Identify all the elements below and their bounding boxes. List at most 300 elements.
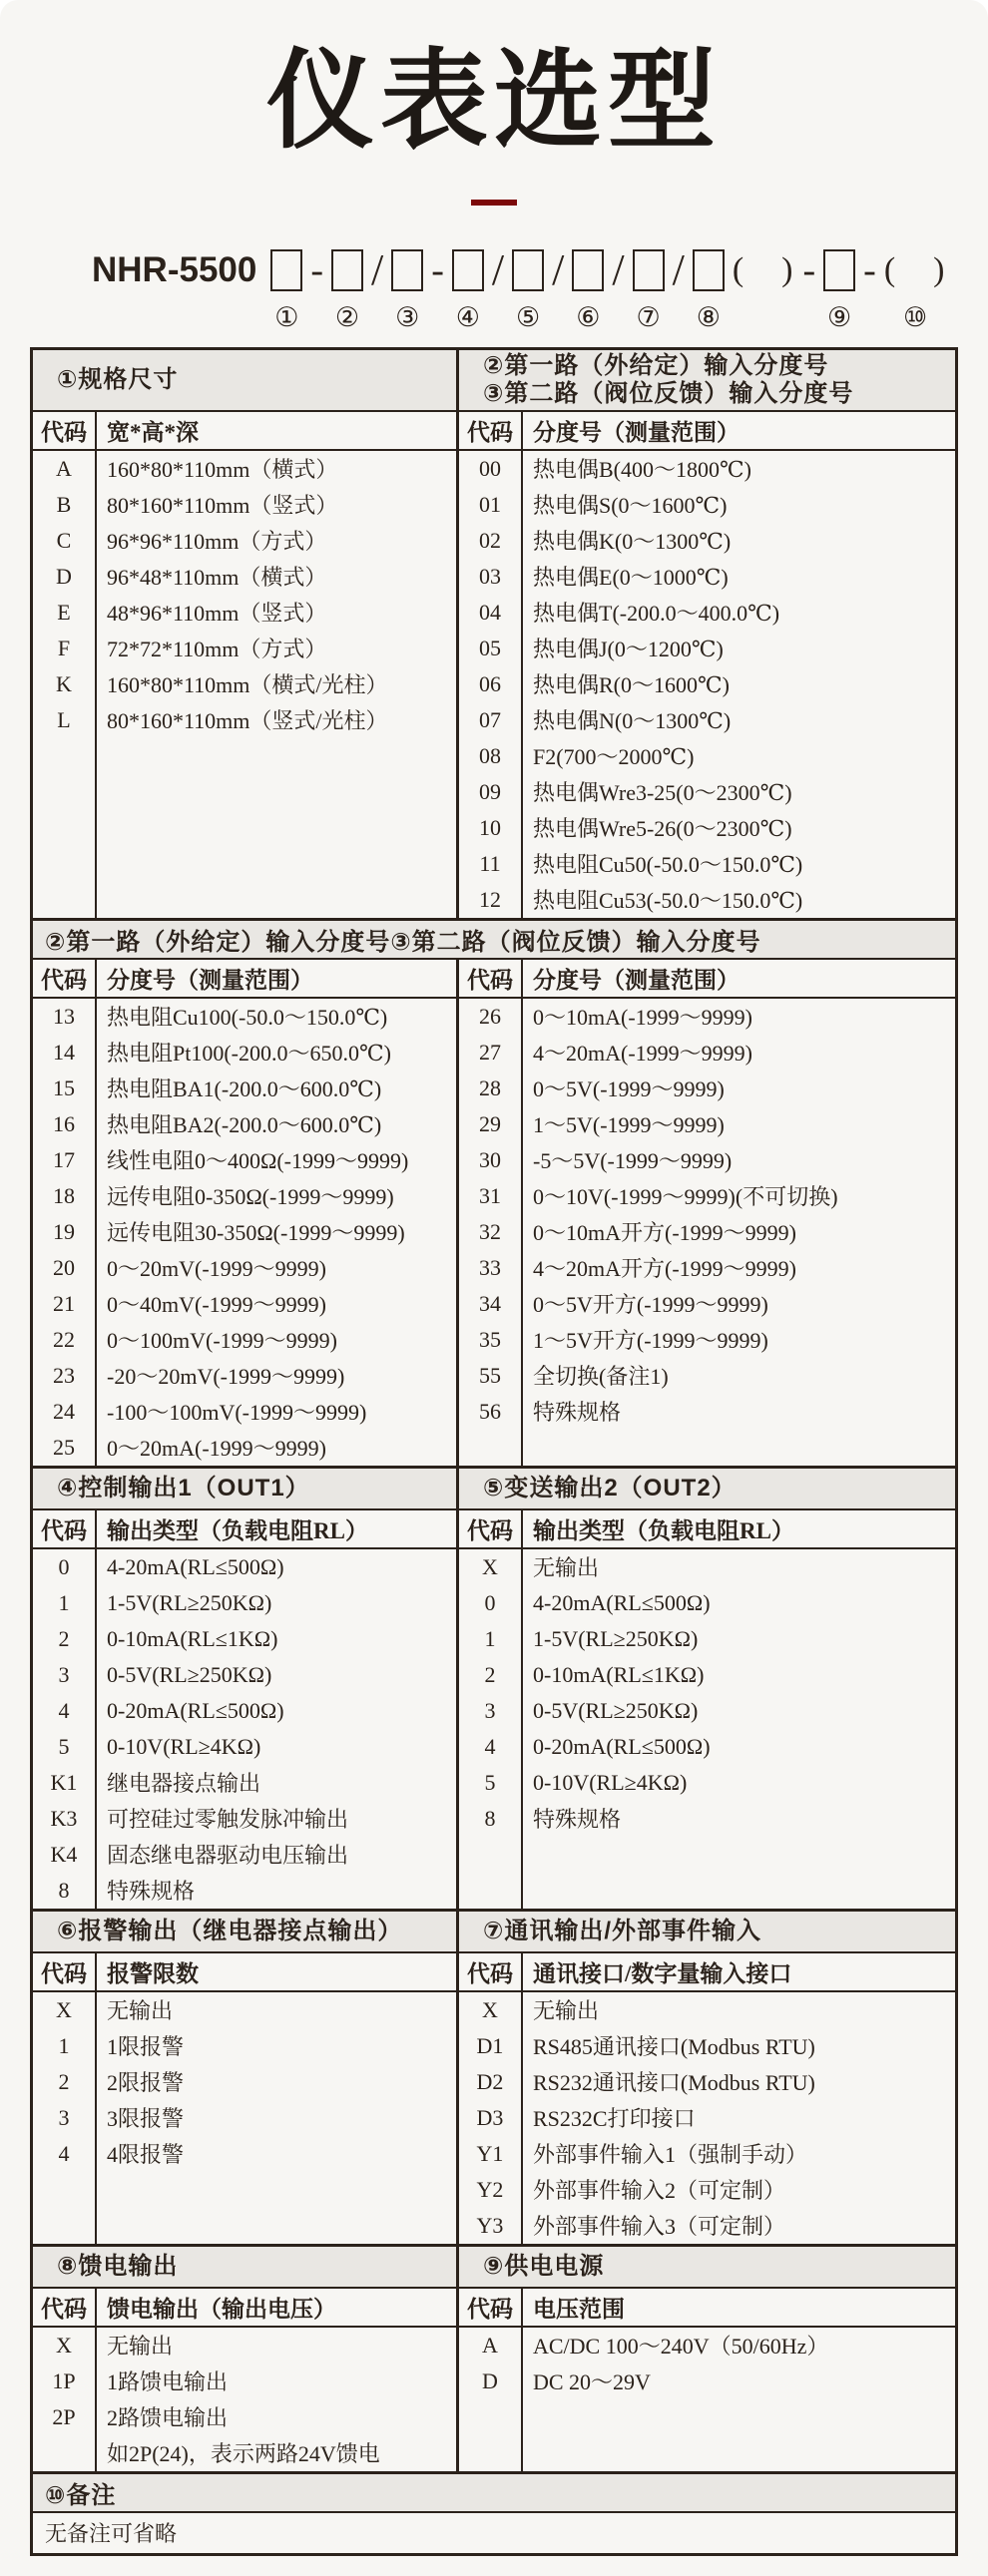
- code-column-label: 代码: [459, 412, 523, 449]
- rows-comm-event: [459, 1992, 955, 2244]
- blank-code-box-wrap: [452, 245, 484, 295]
- table-row: [33, 2136, 456, 2172]
- code-column-label: 代码: [33, 412, 97, 449]
- section-control-output1: [33, 1469, 459, 1909]
- table-row: [33, 702, 456, 738]
- model-text: -: [802, 248, 816, 291]
- row-desc: F2(700～2000℃): [533, 744, 695, 770]
- model-separator: [673, 245, 685, 333]
- row-desc: 如2P(24)，表示两路24V馈电: [107, 2441, 380, 2467]
- row-code: 0: [484, 1589, 496, 1615]
- row-code: 3: [58, 2104, 70, 2130]
- section-header: [33, 1912, 456, 1953]
- table-row: [33, 1250, 456, 1286]
- circled-position-number: ③: [395, 301, 420, 332]
- rows-control-output1: [33, 1549, 456, 1909]
- row-desc: 热电阻Pt100(-200.0～650.0℃): [107, 1041, 391, 1067]
- table-row: [33, 2328, 456, 2363]
- table-row: [459, 1657, 955, 1693]
- row-code: 2P: [52, 2403, 76, 2429]
- row-desc: 0～40mV(-1999～9999): [107, 1292, 326, 1318]
- row-code: 8: [58, 1877, 70, 1903]
- circled-position-number: ⑦: [636, 301, 661, 332]
- blank-code-box: [452, 249, 484, 291]
- model-text: /: [371, 245, 384, 295]
- row-code: 1: [484, 1625, 496, 1651]
- code-column-label: 代码: [459, 960, 523, 997]
- row-desc: 无输出: [107, 2334, 174, 2360]
- row-desc: 0-20mA(RL≤500Ω): [533, 1733, 711, 1759]
- row-desc: 无输出: [107, 1998, 174, 2024]
- blank-code-box-wrap: [693, 245, 725, 295]
- circled-position-number: ⑩: [903, 301, 928, 332]
- model-code-box: [512, 245, 544, 333]
- row-desc: 2限报警: [107, 2070, 185, 2096]
- table-row: [459, 846, 955, 882]
- row-desc: 160*80*110mm（横式/光柱）: [107, 672, 388, 698]
- row-desc: 1-5V(RL≥250KΩ): [533, 1625, 699, 1651]
- model-separator: [803, 245, 816, 333]
- table-row: [459, 2208, 955, 2244]
- row-code: Y1: [476, 2140, 504, 2166]
- row-desc: 0～10V(-1999～9999)(不可切换): [533, 1184, 838, 1210]
- table-row: [33, 2399, 456, 2435]
- section-comm-event: [459, 1912, 955, 2244]
- model-separator: [492, 245, 504, 333]
- blank-code-box-wrap: [331, 245, 363, 295]
- blank-code-box: [391, 249, 423, 291]
- table-row: [33, 2028, 456, 2064]
- table-row: [33, 1765, 456, 1801]
- table-row: [33, 999, 456, 1035]
- circled-position-number: ⑧: [696, 301, 721, 332]
- row-desc: 4限报警: [107, 2142, 185, 2168]
- code-column-label: 代码: [459, 1510, 523, 1547]
- table-row: [459, 882, 955, 918]
- row-code: 34: [479, 1290, 501, 1316]
- table-row: [33, 487, 456, 523]
- row-desc: 4～20mA开方(-1999～9999): [533, 1256, 796, 1282]
- model-separator: [310, 245, 323, 333]
- row-code: X: [56, 1996, 72, 2022]
- code-column-label: 代码: [33, 1953, 97, 1990]
- table-row: [33, 1142, 456, 1178]
- row-code: 35: [479, 1326, 501, 1352]
- row-code: 10: [479, 814, 501, 840]
- table-row: [33, 1992, 456, 2028]
- row-desc: RS485通讯接口(Modbus RTU): [533, 2034, 815, 2060]
- remark-note: 无备注可省略: [45, 2521, 178, 2547]
- code-column-label: 代码: [459, 1953, 523, 1990]
- blank-code-box: [512, 249, 544, 291]
- model-code-box: [823, 245, 855, 333]
- row-desc: 0～100mV(-1999～9999): [107, 1328, 337, 1354]
- model-separator: [612, 245, 624, 333]
- row-desc: 热电偶R(0～1600℃): [533, 672, 730, 698]
- blank-code-box-wrap: [633, 245, 665, 295]
- rows-input-right: [459, 999, 955, 1466]
- section-header: [459, 350, 955, 412]
- column-header: [459, 1510, 955, 1549]
- table-row: [459, 2363, 955, 2399]
- row-code: K4: [50, 1841, 78, 1867]
- model-code-box: [270, 245, 302, 333]
- section-title: ⑥报警输出（继电器接点输出）: [57, 1918, 403, 1944]
- table-row: [33, 1286, 456, 1322]
- row-desc: 固态继电器驱动电压输出: [107, 1843, 349, 1869]
- table-row: [459, 2328, 955, 2363]
- section-feed-output: [33, 2247, 459, 2471]
- row-code: 4: [58, 2140, 70, 2166]
- table-row: [459, 738, 955, 774]
- row-code: 14: [53, 1039, 75, 1065]
- row-code: 26: [479, 1003, 501, 1029]
- row-code: 0: [58, 1553, 70, 1579]
- row-code: 4: [484, 1733, 496, 1759]
- row-code: 02: [479, 527, 501, 553]
- row-code: X: [56, 2332, 72, 2358]
- row-desc: 0～10mA开方(-1999～9999): [533, 1220, 796, 1246]
- column-header: [459, 960, 955, 999]
- table-row: [33, 1549, 456, 1585]
- row-desc: 48*96*110mm（竖式）: [107, 601, 327, 627]
- row-desc: 96*96*110mm（方式）: [107, 529, 327, 555]
- table-row: [459, 1549, 955, 1585]
- row-code: L: [57, 706, 71, 732]
- row-desc: 热电偶J(0～1200℃): [533, 637, 724, 662]
- row-code: 24: [53, 1398, 75, 1424]
- row-code: C: [56, 527, 72, 553]
- section-title-line1: ②第一路（外给定）输入分度号: [483, 352, 829, 380]
- row-desc: 160*80*110mm（横式）: [107, 457, 338, 483]
- row-code: 07: [479, 706, 501, 732]
- row-desc: 无输出: [533, 1555, 600, 1581]
- table-row: [459, 487, 955, 523]
- column-header: [33, 2289, 456, 2328]
- desc-column-label: 通讯接口/数字量输入接口: [533, 1960, 792, 1986]
- circled-position-number: ⑤: [516, 301, 541, 332]
- row-desc: 1路馈电输出: [107, 2369, 229, 2395]
- row-desc: 热电阻Cu50(-50.0～150.0℃): [533, 852, 803, 878]
- row-code: D2: [476, 2068, 504, 2094]
- rows-power-supply: [459, 2328, 955, 2471]
- model-text: /: [491, 245, 505, 295]
- model-text: -: [863, 248, 876, 291]
- model-text: /: [552, 245, 565, 295]
- model-separator: [371, 245, 383, 333]
- input-index-right: [459, 960, 955, 1466]
- column-header: [33, 412, 456, 451]
- table-row: [33, 523, 456, 559]
- row-desc: 热电阻Cu53(-50.0～150.0℃): [533, 888, 803, 914]
- table-row: [459, 631, 955, 666]
- section-spec-size: [33, 350, 459, 918]
- row-desc: 0～20mA(-1999～9999): [107, 1436, 326, 1462]
- table-row: [33, 1394, 456, 1430]
- table-row: [33, 2435, 456, 2471]
- blank-code-box-wrap: [270, 245, 302, 295]
- table-row: [33, 1585, 456, 1621]
- model-separator: [863, 245, 876, 333]
- row-code: 56: [479, 1398, 501, 1424]
- code-column-label: 代码: [33, 960, 97, 997]
- table-row: [33, 595, 456, 631]
- rows-input-index: [459, 451, 955, 918]
- desc-column-label: 分度号（测量范围）: [107, 967, 313, 993]
- row-code: X: [482, 1553, 498, 1579]
- desc-column-label: 报警限数: [107, 1960, 199, 1986]
- row-desc: -100～100mV(-1999～9999): [107, 1400, 367, 1426]
- model-separator: [884, 245, 947, 333]
- table-row: [459, 2136, 955, 2172]
- row-code: 21: [53, 1290, 75, 1316]
- table-row: [33, 1729, 456, 1765]
- section-alarm-output: [33, 1912, 459, 2244]
- circled-position-number: ①: [274, 301, 299, 332]
- row-desc: 0～5V(-1999～9999): [533, 1076, 725, 1102]
- table-row: [459, 1394, 955, 1430]
- table-row: [33, 1873, 456, 1909]
- row-code: 1P: [52, 2367, 76, 2393]
- page-title: 仪表选型: [265, 40, 722, 161]
- table-row: [33, 1621, 456, 1657]
- row-desc: 1～5V开方(-1999～9999): [533, 1328, 768, 1354]
- row-desc: 特殊规格: [533, 1807, 622, 1833]
- circled-position-number: ②: [334, 301, 360, 332]
- section-title: ⑩备注: [45, 2481, 117, 2509]
- table-row: [459, 810, 955, 846]
- blank-code-box-wrap: [391, 245, 423, 295]
- table-row: [459, 1286, 955, 1322]
- row-desc: 远传电阻30-350Ω(-1999～9999): [107, 1220, 405, 1246]
- table-row: [459, 1322, 955, 1358]
- section-title: ④控制输出1（OUT1）: [57, 1475, 310, 1502]
- row-desc: 热电偶B(400～1800℃): [533, 457, 751, 483]
- table-row: [33, 631, 456, 666]
- rows-alarm-output: [33, 1992, 456, 2244]
- table-row: [459, 1621, 955, 1657]
- title-accent-dash: [471, 200, 517, 206]
- row-code: 28: [479, 1074, 501, 1100]
- table-row: [33, 1801, 456, 1837]
- row-code: 5: [58, 1733, 70, 1759]
- table-row: [459, 999, 955, 1035]
- table-row: [459, 1106, 955, 1142]
- row-desc: 外部事件输入2（可定制）: [533, 2178, 786, 2204]
- model-code-box: [572, 245, 604, 333]
- row-code: 1: [58, 1589, 70, 1615]
- row-desc: 4-20mA(RL≤500Ω): [533, 1589, 711, 1615]
- table-row: [33, 2363, 456, 2399]
- table-row: [33, 1837, 456, 1873]
- section-header: [459, 1469, 955, 1510]
- table-row: [33, 1071, 456, 1106]
- row-desc: 无输出: [533, 1998, 600, 2024]
- row-desc: 热电阻BA2(-200.0～600.0℃): [107, 1112, 382, 1138]
- row-desc: 继电器接点输出: [107, 1771, 261, 1797]
- row-code: 3: [58, 1661, 70, 1687]
- model-code-line: [88, 245, 988, 333]
- table-row: [33, 451, 456, 487]
- table-row: [33, 1358, 456, 1394]
- table-row: [459, 1214, 955, 1250]
- row-code: D1: [476, 2032, 504, 2058]
- row-desc: 3限报警: [107, 2106, 185, 2132]
- circled-position-number: ⑥: [576, 301, 601, 332]
- table-row: [33, 1106, 456, 1142]
- row-code: 20: [53, 1254, 75, 1280]
- row-desc: 0-5V(RL≥250KΩ): [107, 1661, 272, 1687]
- section-header: [459, 1912, 955, 1953]
- row-code: 11: [479, 850, 501, 876]
- row-code: B: [56, 491, 72, 517]
- row-desc: 热电偶S(0～1600℃): [533, 493, 728, 519]
- selection-table: [30, 347, 958, 2556]
- row-desc: AC/DC 100～240V（50/60Hz）: [533, 2334, 829, 2360]
- row-desc: 80*160*110mm（竖式/光柱）: [107, 708, 388, 734]
- section-title: ⑨供电电源: [483, 2253, 605, 2280]
- section-header: [33, 2247, 456, 2289]
- desc-column-label: 分度号（测量范围）: [533, 419, 740, 445]
- table-row: [459, 1358, 955, 1394]
- row-desc: 热电偶K(0～1300℃): [533, 529, 732, 555]
- table-row: [33, 1430, 456, 1466]
- table-row: [459, 1801, 955, 1837]
- row-desc: -5～5V(-1999～9999): [533, 1148, 733, 1174]
- row-code: E: [57, 599, 71, 625]
- model-code-box: [391, 245, 423, 333]
- row-code: 04: [479, 599, 501, 625]
- row-desc: 0-10V(RL≥4KΩ): [533, 1769, 688, 1795]
- row-code: 16: [53, 1110, 75, 1136]
- table-row: [33, 2100, 456, 2136]
- row-code: 30: [479, 1146, 501, 1172]
- row-code: 03: [479, 563, 501, 589]
- table-row: [459, 2172, 955, 2208]
- table-row: [33, 1693, 456, 1729]
- row-code: 31: [479, 1182, 501, 1208]
- table-row: [459, 1178, 955, 1214]
- code-column-label: 代码: [33, 2289, 97, 2326]
- row-code: D3: [476, 2104, 504, 2130]
- row-code: K: [56, 670, 72, 696]
- row-code: 27: [479, 1039, 501, 1065]
- band-alarm-comm: [33, 1909, 955, 2244]
- row-desc: 0-10mA(RL≤1KΩ): [533, 1661, 705, 1687]
- model-separator: [733, 245, 795, 333]
- desc-column-label: 输出类型（负载电阻RL）: [533, 1517, 794, 1543]
- row-desc: 热电偶Wre5-26(0～2300℃): [533, 816, 792, 842]
- row-desc: 热电阻BA1(-200.0～600.0℃): [107, 1076, 382, 1102]
- row-code: 8: [484, 1805, 496, 1831]
- row-desc: -20～20mV(-1999～9999): [107, 1364, 345, 1390]
- table-row: [33, 1178, 456, 1214]
- row-code: 2: [58, 2068, 70, 2094]
- row-desc: 4～20mA(-1999～9999): [533, 1041, 752, 1067]
- table-row: [459, 666, 955, 702]
- desc-column-label: 宽*高*深: [107, 419, 199, 445]
- row-desc: 外部事件输入3（可定制）: [533, 2214, 786, 2240]
- row-desc: 0～5V开方(-1999～9999): [533, 1292, 768, 1318]
- row-code: D: [56, 563, 72, 589]
- table-row: [459, 702, 955, 738]
- row-desc: 72*72*110mm（方式）: [107, 637, 327, 662]
- table-row: [459, 2064, 955, 2100]
- blank-code-box-wrap: [512, 245, 544, 295]
- row-code: 2: [484, 1661, 496, 1687]
- table-row: [459, 1071, 955, 1106]
- section-header: [33, 1469, 456, 1510]
- section-title-line2: ③第二路（阀位反馈）输入分度号: [483, 379, 854, 407]
- row-desc: 0-10mA(RL≤1KΩ): [107, 1625, 278, 1651]
- section-remark-header: [33, 2471, 955, 2513]
- model-code-box: [633, 245, 665, 333]
- blank-code-box: [270, 249, 302, 291]
- blank-code-box: [633, 249, 665, 291]
- row-code: D: [482, 2367, 498, 2393]
- table-row: [459, 1142, 955, 1178]
- row-desc: 外部事件输入1（强制手动）: [533, 2142, 808, 2168]
- blank-code-box-wrap: [823, 245, 855, 295]
- row-code: 01: [479, 491, 501, 517]
- table-row: [459, 523, 955, 559]
- row-desc: 特殊规格: [107, 1879, 196, 1905]
- input-index-left: [33, 960, 459, 1466]
- row-desc: 热电偶E(0～1000℃): [533, 565, 729, 591]
- row-desc: 热电偶Wre3-25(0～2300℃): [533, 780, 792, 806]
- rows-input-left: [33, 999, 456, 1466]
- row-code: Y2: [476, 2176, 504, 2202]
- section-header: [459, 2247, 955, 2289]
- table-row: [459, 1765, 955, 1801]
- row-code: 18: [53, 1182, 75, 1208]
- table-row: [459, 1992, 955, 2028]
- row-code: 15: [53, 1074, 75, 1100]
- row-code: A: [56, 455, 72, 481]
- band-feed-power: [33, 2244, 955, 2471]
- desc-column-label: 分度号（测量范围）: [533, 967, 740, 993]
- row-code: 55: [479, 1362, 501, 1388]
- column-header: [33, 960, 456, 999]
- section-input-index-continued-header: [33, 918, 955, 960]
- model-separator: [431, 245, 444, 333]
- model-text: ( ): [732, 250, 795, 288]
- rows-transmit-output2: [459, 1549, 955, 1909]
- row-code: X: [482, 1996, 498, 2022]
- row-code: 4: [58, 1697, 70, 1723]
- row-code: Y3: [476, 2212, 504, 2238]
- code-column-label: 代码: [33, 1510, 97, 1547]
- table-row: [459, 2100, 955, 2136]
- section-power-supply: [459, 2247, 955, 2471]
- table-row: [459, 1729, 955, 1765]
- table-row: [459, 1585, 955, 1621]
- row-code: 5: [484, 1769, 496, 1795]
- row-code: 00: [479, 455, 501, 481]
- band-input-index-continued: [33, 960, 955, 1466]
- table-row: [33, 1214, 456, 1250]
- column-header: [459, 412, 955, 451]
- model-text: NHR-5500: [92, 249, 257, 289]
- row-code: 32: [479, 1218, 501, 1244]
- code-column-label: 代码: [459, 2289, 523, 2326]
- row-desc: 可控硅过零触发脉冲输出: [107, 1807, 349, 1833]
- row-code: 06: [479, 670, 501, 696]
- row-desc: 80*160*110mm（竖式）: [107, 493, 338, 519]
- row-desc: RS232C打印接口: [533, 2106, 696, 2132]
- desc-column-label: 电压范围: [533, 2296, 625, 2322]
- row-desc: 远传电阻0-350Ω(-1999～9999): [107, 1184, 394, 1210]
